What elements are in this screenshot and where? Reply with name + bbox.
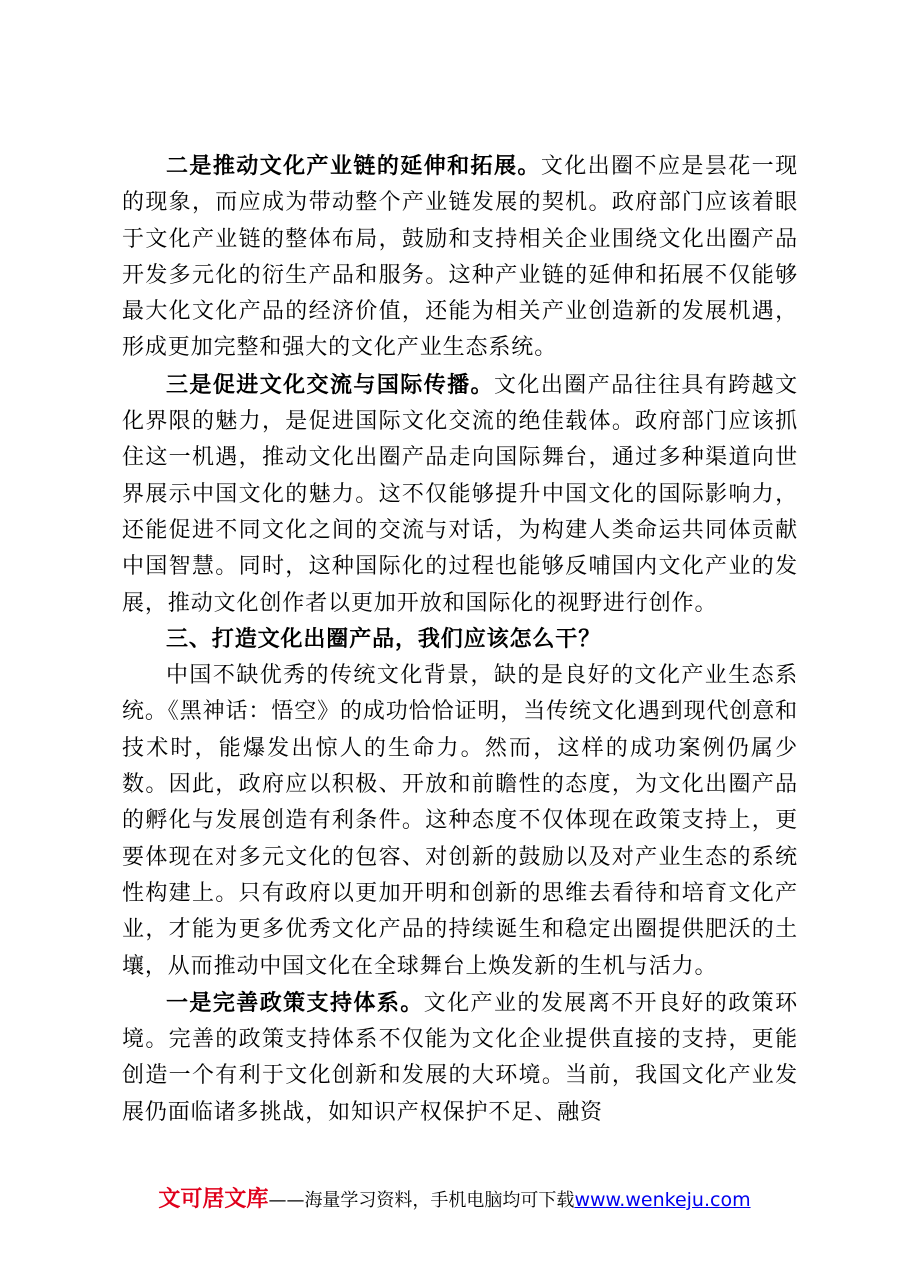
paragraph-lead: 三是促进文化交流与国际传播。 xyxy=(166,371,494,398)
paragraph-text: 文化出圈产品往往具有跨越文化界限的魅力，是促进国际文化交流的绝佳载体。政府部门应该抓住这一机遇，推动文化出圈产品走向国际舞台，通过多种渠道向世界展示中国文化的魅力。这不仅能够提升中国文化的国际影响力，还能促进不同文化之间的交流与对话，为构建人类命运共同体贡献中国智慧。同时，这种国际化的过程也能够反哺国内文化产业的发展，推动文化创作者以更加开放和国际化的视野进行创作。 xyxy=(122,372,799,616)
footer-banner xyxy=(0,1182,909,1213)
paragraph-policy-support xyxy=(122,985,798,1131)
paragraph-industry-chain xyxy=(122,148,798,367)
paragraph-section-intro: 中国不缺优秀的传统文化背景，缺的是良好的文化产业生态系统。《黑神话：悟空》的成功恰恰证明，当传统文化遇到现代创意和技术时，能爆发出惊人的生命力。然而，这样的成功案例仍属少数。因此，政府应以积极、开放和前瞻性的态度，为文化出圈产品的孵化与发展创造有利条件。这种态度不仅体现在政策支持上，更要体现在对多元文化的包容、对创新的鼓励以及对产业生态的系统性构建上。只有政府以更加开明和创新的思维去看待和培育文化产业，才能为更多优秀文化产品的持续诞生和稳定出圈提供肥沃的土壤，从而推动中国文化在全球舞台上焕发新的生机与活力。 xyxy=(122,663,799,979)
document-body xyxy=(122,148,798,1131)
paragraph-international-exchange xyxy=(122,367,798,622)
paragraph-text: 文化产业的发展离不开良好的政策环境。完善的政策支持体系不仅能为文化企业提供直接的支持，更能创造一个有利于文化创新和发展的大环境。当前，我国文化产业发展仍面临诸多挑战，如知识产权保护不足、融资 xyxy=(122,990,799,1125)
footer-link[interactable]: www.wenkeju.com xyxy=(574,1189,751,1211)
paragraph-lead: 二是推动文化产业链的延伸和拓展。 xyxy=(166,153,541,179)
footer-tagline: ——海量学习资料，手机电脑均可下载 xyxy=(268,1190,575,1211)
paragraph-lead: 一是完善政策支持体系。 xyxy=(166,989,424,1016)
paragraph-text: 文化出圈不应是昙花一现的现象，而应成为带动整个产业链发展的契机。政府部门应该着眼于文化产业链的整体布局，鼓励和支持相关企业围绕文化出圈产品开发多元化的衍生产品和服务。这种产业链的延伸和拓展不仅能够最大化文化产品的经济价值，还能为相关产业创造新的发展机遇，形成更加完整和强大的文化产业生态系统。 xyxy=(122,154,798,361)
section-heading: 三、打造文化出圈产品，我们应该怎么干？ xyxy=(166,626,602,652)
footer-brand: 文可居文库 xyxy=(158,1187,269,1212)
